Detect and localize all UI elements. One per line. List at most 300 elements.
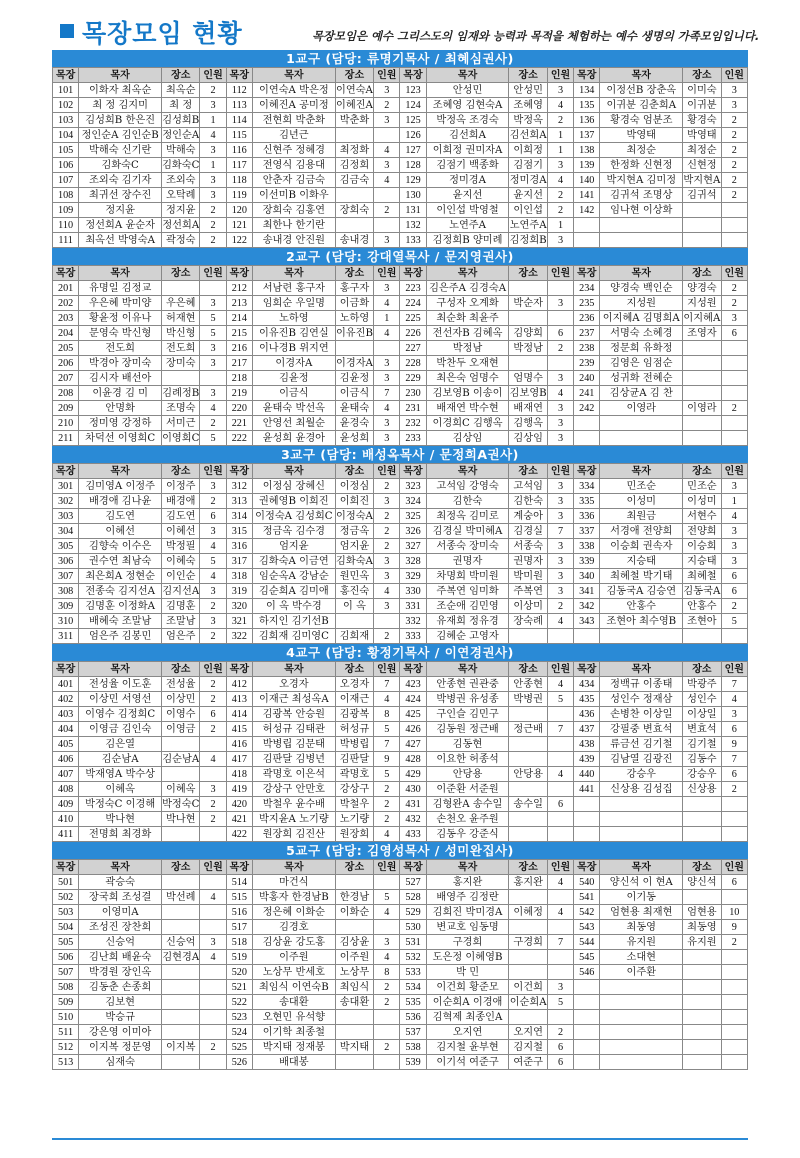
member-count: 3 bbox=[547, 401, 573, 416]
group-number: 309 bbox=[53, 599, 79, 614]
leader-names: 곽명호 이은석 bbox=[252, 767, 335, 782]
group-number: 125 bbox=[400, 113, 426, 128]
table-row bbox=[53, 371, 748, 386]
leader-names: 이연숙A 박은정 bbox=[252, 83, 335, 98]
leader-names: 김선희A bbox=[426, 128, 509, 143]
member-count: 3 bbox=[200, 584, 226, 599]
member-count bbox=[200, 1025, 226, 1040]
meeting-place: 조현아 bbox=[683, 614, 721, 629]
member-count: 3 bbox=[547, 416, 573, 431]
meeting-place bbox=[683, 356, 721, 371]
group-number: 121 bbox=[226, 218, 252, 233]
group-number: 229 bbox=[400, 371, 426, 386]
table-row bbox=[53, 203, 748, 218]
member-count: 3 bbox=[374, 494, 400, 509]
meeting-place: 박병립 bbox=[335, 737, 373, 752]
table-row bbox=[53, 188, 748, 203]
leader-names: 이기동 bbox=[600, 890, 683, 905]
table-row bbox=[53, 143, 748, 158]
leader-names: 서남련 홍구자 bbox=[252, 281, 335, 296]
column-header: 인원 bbox=[721, 266, 747, 281]
member-count: 9 bbox=[721, 737, 747, 752]
column-header: 목자 bbox=[600, 464, 683, 479]
leader-names: 최은숙 엄명수 bbox=[426, 371, 509, 386]
member-count: 2 bbox=[374, 782, 400, 797]
member-count: 2 bbox=[547, 203, 573, 218]
member-count: 2 bbox=[721, 599, 747, 614]
table-row bbox=[53, 707, 748, 722]
leader-names: 이요한 허종석 bbox=[426, 752, 509, 767]
column-header: 목장 bbox=[400, 860, 426, 875]
meeting-place: 김금숙 bbox=[335, 173, 373, 188]
leader-names: 원장희 김진산 bbox=[252, 827, 335, 842]
district-table bbox=[52, 67, 748, 248]
member-count: 3 bbox=[721, 539, 747, 554]
group-number: 128 bbox=[400, 158, 426, 173]
group-number: 221 bbox=[226, 416, 252, 431]
group-number: 427 bbox=[400, 737, 426, 752]
member-count: 8 bbox=[374, 965, 400, 980]
leader-names: 최순화 최윤주 bbox=[426, 311, 509, 326]
member-count bbox=[200, 1055, 226, 1070]
leader-names: 안당용 bbox=[426, 767, 509, 782]
leader-names: 이희정 권미자A bbox=[426, 143, 509, 158]
meeting-place bbox=[335, 1010, 373, 1025]
group-number: 510 bbox=[53, 1010, 79, 1025]
leader-names: 황윤정 이유나 bbox=[79, 311, 162, 326]
meeting-place: 여준구 bbox=[509, 1055, 547, 1070]
meeting-place bbox=[683, 995, 721, 1010]
member-count: 7 bbox=[547, 722, 573, 737]
leader-names: 전종숙 김지선A bbox=[79, 584, 162, 599]
leader-names: 조순애 김민영 bbox=[426, 599, 509, 614]
group-number: 526 bbox=[226, 1055, 252, 1070]
district-title-band: 2교구 (담당: 강대열목사 / 문지영권사) bbox=[52, 248, 748, 265]
member-count: 5 bbox=[200, 554, 226, 569]
leader-names: 박지현A 김미정 bbox=[600, 173, 683, 188]
member-count: 2 bbox=[547, 341, 573, 356]
member-count: 3 bbox=[200, 98, 226, 113]
leader-names: 박정남 bbox=[426, 341, 509, 356]
member-count bbox=[721, 386, 747, 401]
meeting-place: 이 옥 bbox=[335, 599, 373, 614]
member-count: 3 bbox=[200, 296, 226, 311]
meeting-place: 엄지윤 bbox=[335, 539, 373, 554]
leader-names: 이영수 김정희C bbox=[79, 707, 162, 722]
group-number: 224 bbox=[400, 296, 426, 311]
member-count: 7 bbox=[721, 677, 747, 692]
group-number: 432 bbox=[400, 812, 426, 827]
member-count: 3 bbox=[200, 188, 226, 203]
group-number: 302 bbox=[53, 494, 79, 509]
member-count bbox=[200, 1010, 226, 1025]
member-count: 3 bbox=[200, 386, 226, 401]
leader-names: 송대환 bbox=[252, 995, 335, 1010]
leader-names: 이지복 정문영 bbox=[79, 1040, 162, 1055]
leader-names: 김윤정 bbox=[252, 371, 335, 386]
group-number bbox=[574, 431, 600, 446]
group-number: 341 bbox=[574, 584, 600, 599]
table-row bbox=[53, 767, 748, 782]
group-number: 537 bbox=[400, 1025, 426, 1040]
leader-names: 차덕선 이영희C bbox=[79, 431, 162, 446]
leader-names: 신상용 김성집 bbox=[600, 782, 683, 797]
meeting-place: 안종현 bbox=[509, 677, 547, 692]
table-row bbox=[53, 1055, 748, 1070]
group-number bbox=[574, 1055, 600, 1070]
member-count bbox=[374, 614, 400, 629]
page-subtitle: 목장모임은 예수 그리스도의 임재와 능력과 목적을 체험하는 예수 생명의 가족모임입니다. bbox=[312, 29, 760, 43]
leader-names: 이금식 bbox=[252, 386, 335, 401]
column-header: 인원 bbox=[200, 662, 226, 677]
column-header: 목자 bbox=[252, 860, 335, 875]
group-number: 513 bbox=[53, 1055, 79, 1070]
leader-names: 유재희 정유경 bbox=[426, 614, 509, 629]
member-count: 2 bbox=[547, 113, 573, 128]
member-count: 4 bbox=[547, 386, 573, 401]
leader-names: 곽승숙 bbox=[79, 875, 162, 890]
member-count: 3 bbox=[200, 143, 226, 158]
meeting-place: 전양희 bbox=[683, 524, 721, 539]
group-number: 105 bbox=[53, 143, 79, 158]
member-count bbox=[721, 416, 747, 431]
column-header: 목자 bbox=[79, 266, 162, 281]
leader-names: 안종현 권관중 bbox=[426, 677, 509, 692]
table-row bbox=[53, 812, 748, 827]
group-number: 438 bbox=[574, 737, 600, 752]
group-number: 134 bbox=[574, 83, 600, 98]
leader-names: 이귀분 김춘희A bbox=[600, 98, 683, 113]
member-count: 3 bbox=[374, 356, 400, 371]
leader-names: 이영라 bbox=[600, 401, 683, 416]
group-number: 217 bbox=[226, 356, 252, 371]
leader-names: 김보영B 이송이 bbox=[426, 386, 509, 401]
leader-names: 전선자B 김혜옥 bbox=[426, 326, 509, 341]
table-row bbox=[53, 920, 748, 935]
group-number: 421 bbox=[226, 812, 252, 827]
group-number: 523 bbox=[226, 1010, 252, 1025]
meeting-place: 송내경 bbox=[335, 233, 373, 248]
leader-names: 윤지선 bbox=[426, 188, 509, 203]
leader-names: 조성진 장찬희 bbox=[79, 920, 162, 935]
group-number: 502 bbox=[53, 890, 79, 905]
meeting-place: 이순희A bbox=[509, 996, 547, 1008]
meeting-place: 허재현 bbox=[162, 311, 200, 326]
group-number: 441 bbox=[574, 782, 600, 797]
group-number: 208 bbox=[53, 386, 79, 401]
meeting-place: 전성율 bbox=[162, 677, 200, 692]
meeting-place bbox=[683, 980, 721, 995]
member-count: 3 bbox=[547, 539, 573, 554]
group-number: 204 bbox=[53, 326, 79, 341]
member-count bbox=[200, 737, 226, 752]
column-header: 인원 bbox=[547, 464, 573, 479]
leader-names: 최정옥 김미로 bbox=[426, 509, 509, 524]
member-count: 5 bbox=[374, 722, 400, 737]
column-header: 장소 bbox=[509, 662, 547, 677]
table-row bbox=[53, 1010, 748, 1025]
leader-names: 구성자 오계화 bbox=[426, 296, 509, 311]
member-count: 2 bbox=[200, 629, 226, 644]
group-number: 533 bbox=[400, 965, 426, 980]
group-number: 436 bbox=[574, 707, 600, 722]
column-header: 인원 bbox=[374, 662, 400, 677]
meeting-place: 이희진 bbox=[335, 494, 373, 509]
meeting-place: 이귀분 bbox=[683, 98, 721, 113]
group-number: 528 bbox=[400, 890, 426, 905]
meeting-place: 강승우 bbox=[683, 767, 721, 782]
group-number: 328 bbox=[400, 554, 426, 569]
meeting-place: 김화숙A bbox=[336, 555, 373, 567]
member-count: 8 bbox=[374, 707, 400, 722]
member-count: 2 bbox=[721, 782, 747, 797]
leader-names: 최 정 김지미 bbox=[79, 98, 162, 113]
group-number: 544 bbox=[574, 935, 600, 950]
leader-names: 권혜영B 이희진 bbox=[252, 494, 335, 509]
leader-names bbox=[600, 980, 683, 995]
group-number: 420 bbox=[226, 797, 252, 812]
group-number: 114 bbox=[226, 113, 252, 128]
page-title: 목장모임 현황 bbox=[82, 19, 243, 48]
meeting-place: 정선희A bbox=[162, 219, 200, 231]
meeting-place: 김광복 bbox=[335, 707, 373, 722]
group-number: 211 bbox=[53, 431, 79, 446]
meeting-place bbox=[335, 341, 373, 356]
leader-names bbox=[600, 797, 683, 812]
member-count bbox=[547, 311, 573, 326]
group-number bbox=[574, 995, 600, 1010]
leader-names: 배재연 박수현 bbox=[426, 401, 509, 416]
group-number: 141 bbox=[574, 188, 600, 203]
meeting-place: 박광주 bbox=[683, 677, 721, 692]
table-row bbox=[53, 173, 748, 188]
group-number: 232 bbox=[400, 416, 426, 431]
meeting-place: 계숭아 bbox=[509, 509, 547, 524]
leader-names: 엄지윤 bbox=[252, 539, 335, 554]
member-count: 3 bbox=[374, 554, 400, 569]
group-number bbox=[574, 1025, 600, 1040]
meeting-place: 허성규 bbox=[335, 722, 373, 737]
group-number: 525 bbox=[226, 1040, 252, 1055]
meeting-place bbox=[509, 737, 547, 752]
group-number: 417 bbox=[226, 752, 252, 767]
group-number: 505 bbox=[53, 935, 79, 950]
meeting-place bbox=[509, 827, 547, 842]
leader-names: 이지혜A 김명희A bbox=[600, 311, 683, 326]
leader-names: 장희숙 김홍연 bbox=[252, 203, 335, 218]
group-number: 342 bbox=[574, 599, 600, 614]
leader-names: 박지태 정재봉 bbox=[252, 1040, 335, 1055]
group-number: 321 bbox=[226, 614, 252, 629]
column-header: 인원 bbox=[547, 860, 573, 875]
group-number: 410 bbox=[53, 812, 79, 827]
leader-names: 임희순 우일명 bbox=[252, 296, 335, 311]
group-number: 219 bbox=[226, 386, 252, 401]
table-row bbox=[53, 875, 748, 890]
table-row bbox=[53, 281, 748, 296]
leader-names: 김성희B 한은진 bbox=[79, 113, 162, 128]
meeting-place: 양신석 bbox=[683, 875, 721, 890]
meeting-place: 박정필 bbox=[162, 539, 200, 554]
group-number: 409 bbox=[53, 797, 79, 812]
leader-names: 이 옥 박수경 bbox=[252, 599, 335, 614]
table-header-row bbox=[53, 68, 748, 83]
member-count: 9 bbox=[721, 920, 747, 935]
member-count: 3 bbox=[721, 98, 747, 113]
leader-names bbox=[600, 1055, 683, 1070]
group-number bbox=[574, 812, 600, 827]
group-number: 340 bbox=[574, 569, 600, 584]
member-count: 7 bbox=[721, 752, 747, 767]
meeting-place: 이정숙A bbox=[336, 510, 373, 522]
meeting-place bbox=[335, 875, 373, 890]
member-count: 3 bbox=[374, 599, 400, 614]
group-number: 540 bbox=[574, 875, 600, 890]
member-count bbox=[721, 950, 747, 965]
leader-names: 박해숙 신기란 bbox=[79, 143, 162, 158]
leader-names: 김지철 윤부현 bbox=[426, 1040, 509, 1055]
member-count: 4 bbox=[547, 614, 573, 629]
meeting-place: 이미숙 bbox=[683, 83, 721, 98]
meeting-place: 안성민 bbox=[509, 83, 547, 98]
column-header: 장소 bbox=[335, 266, 373, 281]
member-count: 4 bbox=[374, 950, 400, 965]
member-count: 3 bbox=[374, 158, 400, 173]
leader-names bbox=[600, 416, 683, 431]
leader-names: 최귀선 장수진 bbox=[79, 188, 162, 203]
meeting-place: 이성미 bbox=[683, 494, 721, 509]
meeting-place bbox=[683, 812, 721, 827]
group-number bbox=[574, 416, 600, 431]
leader-names: 허성규 김태관 bbox=[252, 722, 335, 737]
leader-names: 신현주 정혜경 bbox=[252, 143, 335, 158]
column-header: 장소 bbox=[683, 68, 721, 83]
leader-names: 김혜순 고영자 bbox=[426, 629, 509, 644]
meeting-place: 민조순 bbox=[683, 479, 721, 494]
group-number: 435 bbox=[574, 692, 600, 707]
member-count: 1 bbox=[374, 311, 400, 326]
member-count: 3 bbox=[374, 569, 400, 584]
table-row bbox=[53, 905, 748, 920]
group-number: 329 bbox=[400, 569, 426, 584]
member-count: 6 bbox=[547, 326, 573, 341]
member-count: 2 bbox=[721, 281, 747, 296]
leader-names: 서종숙 장미숙 bbox=[426, 539, 509, 554]
group-number: 112 bbox=[226, 83, 252, 98]
group-number: 529 bbox=[400, 905, 426, 920]
group-number: 135 bbox=[574, 98, 600, 113]
member-count: 4 bbox=[374, 827, 400, 842]
table-row bbox=[53, 797, 748, 812]
member-count: 3 bbox=[547, 494, 573, 509]
meeting-place bbox=[683, 341, 721, 356]
column-header: 목장 bbox=[226, 464, 252, 479]
meeting-place bbox=[162, 905, 200, 920]
meeting-place: 이상일 bbox=[683, 707, 721, 722]
meeting-place: 오경자 bbox=[335, 677, 373, 692]
group-number: 517 bbox=[226, 920, 252, 935]
member-count bbox=[721, 995, 747, 1010]
meeting-place: 원장희 bbox=[335, 827, 373, 842]
leader-names: 배경애 김나윤 bbox=[79, 494, 162, 509]
leader-names: 이경희C 김행옥 bbox=[426, 416, 509, 431]
meeting-place: 정금옥 bbox=[335, 524, 373, 539]
leader-names: 하지인 김기선B bbox=[252, 614, 335, 629]
leader-names bbox=[600, 629, 683, 644]
leader-names: 이성미 bbox=[600, 494, 683, 509]
table-row bbox=[53, 584, 748, 599]
group-number: 337 bbox=[574, 524, 600, 539]
group-number bbox=[574, 218, 600, 233]
table-row bbox=[53, 311, 748, 326]
member-count: 2 bbox=[200, 599, 226, 614]
member-count: 4 bbox=[200, 401, 226, 416]
group-number: 524 bbox=[226, 1025, 252, 1040]
group-number: 521 bbox=[226, 980, 252, 995]
member-count: 2 bbox=[547, 188, 573, 203]
leader-names: 윤태숙 박선옥 bbox=[252, 401, 335, 416]
meeting-place: 김도연 bbox=[162, 509, 200, 524]
table-row bbox=[53, 692, 748, 707]
leader-names: 박철우 윤수배 bbox=[252, 797, 335, 812]
meeting-place: 정지윤 bbox=[162, 203, 200, 218]
meeting-place: 노하영 bbox=[335, 311, 373, 326]
meeting-place bbox=[683, 386, 721, 401]
leader-names: 구경희 bbox=[426, 935, 509, 950]
meeting-place: 김양희 bbox=[509, 326, 547, 341]
member-count bbox=[721, 629, 747, 644]
leader-names: 김점기 백종화 bbox=[426, 158, 509, 173]
column-header: 목장 bbox=[574, 860, 600, 875]
leader-names: 김은주A 김경숙A bbox=[426, 281, 509, 296]
group-number: 104 bbox=[53, 128, 79, 143]
leader-names: 김상균A 김 찬 bbox=[600, 386, 683, 401]
leader-names: 배대봉 bbox=[252, 1055, 335, 1070]
meeting-place bbox=[683, 1040, 721, 1055]
member-count: 4 bbox=[374, 326, 400, 341]
group-number: 501 bbox=[53, 875, 79, 890]
leader-names: 김도연 bbox=[79, 509, 162, 524]
member-count: 3 bbox=[374, 281, 400, 296]
member-count: 3 bbox=[547, 296, 573, 311]
member-count bbox=[547, 890, 573, 905]
member-count bbox=[200, 371, 226, 386]
group-number: 212 bbox=[226, 281, 252, 296]
meeting-place: 이재근 bbox=[335, 692, 373, 707]
leader-names: 이인섭 박영철 bbox=[426, 203, 509, 218]
meeting-place: 이정주 bbox=[162, 479, 200, 494]
table-row bbox=[53, 722, 748, 737]
column-header: 목자 bbox=[426, 662, 509, 677]
member-count: 2 bbox=[200, 692, 226, 707]
group-number: 440 bbox=[574, 767, 600, 782]
group-number bbox=[574, 1010, 600, 1025]
meeting-place: 곽명호 bbox=[335, 767, 373, 782]
group-number: 227 bbox=[400, 341, 426, 356]
group-number: 330 bbox=[400, 584, 426, 599]
group-number: 230 bbox=[400, 386, 426, 401]
member-count: 1 bbox=[547, 143, 573, 158]
meeting-place bbox=[683, 797, 721, 812]
leader-names: 이기학 최종철 bbox=[252, 1025, 335, 1040]
leader-names: 정선희A 윤순자 bbox=[79, 218, 162, 233]
group-number: 226 bbox=[400, 326, 426, 341]
group-number: 311 bbox=[53, 629, 79, 644]
group-number: 515 bbox=[226, 890, 252, 905]
table-row bbox=[53, 386, 748, 401]
group-number: 434 bbox=[574, 677, 600, 692]
table-row bbox=[53, 98, 748, 113]
